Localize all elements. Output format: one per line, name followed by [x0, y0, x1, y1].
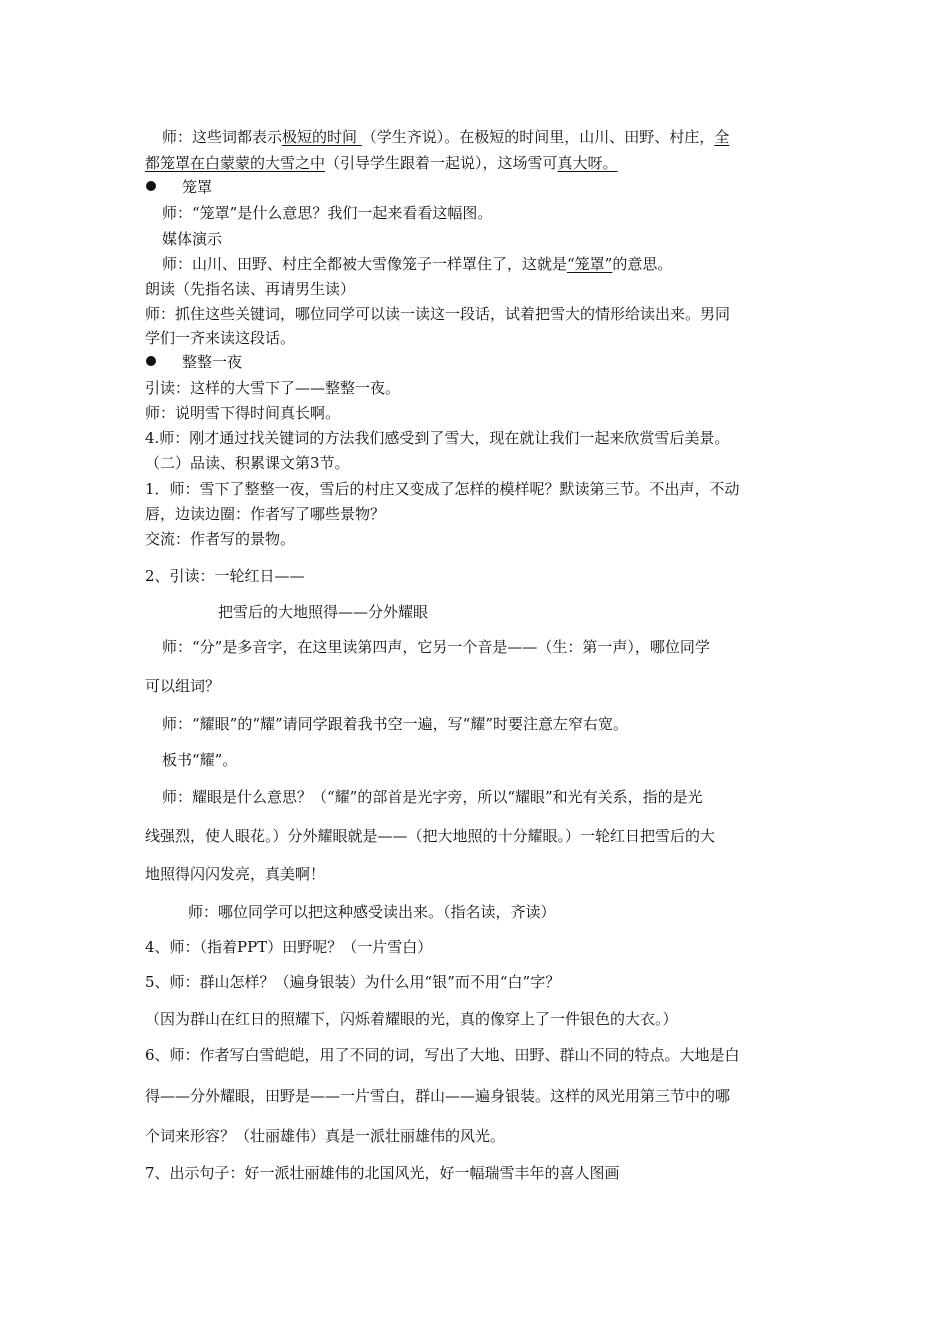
paragraph-line: 引读：这样的大雪下了——整整一夜。: [145, 379, 401, 397]
paragraph-line: 师：山川、田野、村庄全都被大雪像笼子一样罩住了，这就是“笼罩”的意思。: [162, 255, 673, 273]
paragraph-line: （因为群山在红日的照耀下，闪烁着耀眼的光，真的像穿上了一件银色的大衣。）: [145, 1010, 678, 1028]
paragraph-line: 得——分外耀眼，田野是——一片雪白，群山——遍身银装。这样的风光用第三节中的哪: [145, 1087, 731, 1105]
paragraph-line: 朗读（先指名读、再请男生读）: [145, 280, 356, 298]
bullet-icon: [146, 181, 156, 191]
paragraph-line: 学们一齐来读这段话。: [145, 329, 296, 347]
paragraph-line: 4.师：刚才通过找关键词的方法我们感受到了雪大，现在就让我们一起来欣赏雪后美景。: [145, 429, 730, 447]
paragraph-line: 师：说明雪下得时间真长啊。: [145, 404, 341, 422]
paragraph-line: 6、师：作者写白雪皑皑，用了不同的词，写出了大地、田野、群山不同的特点。大地是白: [145, 1046, 740, 1064]
underlined-phrase: 极短的时间: [282, 128, 362, 146]
bullet-item: 笼罩: [145, 177, 810, 197]
paragraph-line: 师：耀眼是什么意思？（“耀”的部首是光字旁，所以“耀眼”和光有关系，指的是光: [162, 788, 703, 806]
paragraph-line: 师：抓住这些关键词，哪位同学可以读一读这一段话，试着把雪大的情形给读出来。男同: [145, 305, 731, 323]
paragraph-line: 2、引读：一轮红日——: [145, 567, 305, 585]
paragraph-line: 媒体演示: [162, 230, 223, 248]
paragraph-line: 1．师：雪下了整整一夜，雪后的村庄又变成了怎样的模样呢？默读第三节。不出声，不动: [145, 480, 740, 498]
underlined-phrase: 都笼罩在白蒙蒙的大雪之中: [145, 154, 326, 172]
paragraph-line: 都笼罩在白蒙蒙的大雪之中（引导学生跟着一起说），这场雪可真大呀。: [145, 154, 618, 172]
paragraph-line: 板书“耀”。: [162, 751, 238, 769]
paragraph-line: 师：“分”是多音字，在这里读第四声，它另一个音是——（生：第一声），哪位同学: [162, 638, 710, 656]
paragraph-line: 地照得闪闪发亮，真美啊！: [145, 865, 326, 883]
underlined-phrase: “笼罩”: [567, 255, 613, 273]
paragraph-line: 线强烈，使人眼花。）分外耀眼就是——（把大地照的十分耀眼。）一轮红日把雪后的大: [145, 827, 716, 845]
section-heading: （二）品读、积累课文第3节。: [145, 454, 350, 472]
paragraph-line: 师：“笼罩”是什么意思？我们一起来看看这幅图。: [162, 204, 493, 222]
bullet-icon: [146, 356, 156, 366]
paragraph-line: 可以组词？: [145, 677, 221, 695]
paragraph-line: 师：哪位同学可以把这种感受读出来。（指名读，齐读）: [188, 903, 556, 921]
paragraph-line: 7、出示句子：好一派壮丽雄伟的北国风光，好一幅瑞雪丰年的喜人图画: [145, 1164, 620, 1182]
paragraph-line: 把雪后的大地照得——分外耀眼: [218, 603, 429, 621]
underlined-phrase: 全: [714, 128, 730, 146]
bullet-item: 整整一夜: [145, 352, 810, 372]
paragraph-line: 4、师：（指着PPT）田野呢？（一片雪白）: [145, 938, 433, 956]
underlined-phrase: 真大呀。: [557, 154, 618, 172]
paragraph-line: 5、师：群山怎样？（遍身银装）为什么用“银”而不用“白”字？: [145, 973, 561, 991]
paragraph-line: 个词来形容？（壮丽雄伟）真是一派壮丽雄伟的风光。: [145, 1127, 506, 1145]
paragraph-line: 唇，边读边圈：作者写了哪些景物？: [145, 505, 386, 523]
paragraph-line: 师：“耀眼”的“耀”请同学跟着我书空一遍，写“耀”时要注意左窄右宽。: [162, 715, 629, 733]
paragraph-line: 师：这些词都表示极短的时间 （学生齐说）。在极短的时间里，山川、田野、村庄，全: [162, 128, 730, 146]
paragraph-line: 交流：作者写的景物。: [145, 530, 296, 548]
